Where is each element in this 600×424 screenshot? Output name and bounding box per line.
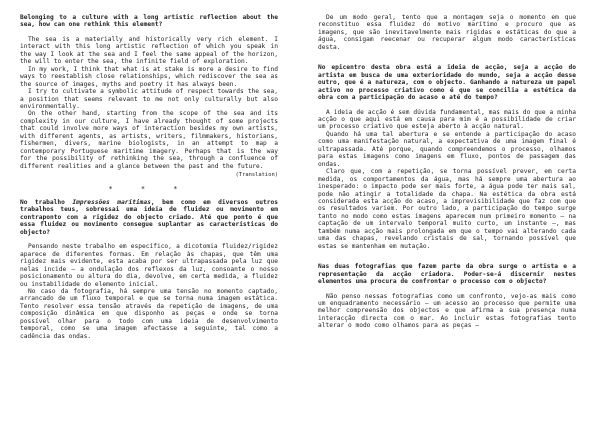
heading-prefix: No trabalho (20, 198, 73, 206)
heading-suffix: , bem como em diversos outros trabalhos teus, sobressai uma ideia de fluidez ou movimento em contraponto com a rigidez do objecto criado. Até que ponto é que essa fluidez ou movimento consegue suplantar as características do objecto? (20, 198, 278, 236)
work-title: Impressões marítimas (72, 198, 151, 206)
portuguese-paragraph-1: Pensando neste trabalho em específico, a dicotomia fluidez/rigidez aparece de diferentes formas. Em relação às chapas, que têm uma rigidez mais evidente, esta acaba por ser ultrapassada pela luz que nelas incide – a ondulação dos reflexos da luz, consoante o nosso posicionamento ou altura do dia, devolve, em certa medida, a fluidez ou instabilidade do elemento inicial. (20, 243, 278, 288)
right-question-heading-2: No epicentro desta obra está a ideia de acção, seja a acção do artista em busca de uma exterioridade do mundo, seja a acção desse outro, que é a natureza, com o objecto. Ganhando a natureza um papel activo no processo criativo como é que se concilia a estética da obra com a participação do acaso e até do tempo? (318, 64, 576, 102)
portuguese-question-heading (20, 199, 278, 236)
left-page-column (20, 14, 278, 340)
right-paragraph-4: Claro que, com a repetição, se torna possível prever, em certa medida, os comportamentos da água, mas há sempre uma abertura ao inesperado: o impacto pode ser mais forte, a água pode ter mais sal, pode não atingir a totalidade da chapa. Na estética da obra está considerada esta acção do acaso, a imprevisibilidade que faz com que os resultados variem. Por outro lado, a participação do tempo surge tanto no modo como estas imagens aparecem num primeiro momento – na captação de um intervalo temporal muito curto, um instante –, mas também numa acção mais prolongada em que o tempo vai alterando cada uma das chapas, revelando cristais de sal, tornando possível que estas se mantenham em mutação. (318, 168, 576, 250)
right-paragraph-1: De um modo geral, tento que a montagem seja o momento em que reconstituo essa fluidez do motivo marítimo e procuro que as imagens, que são inevitavelmente mais rígidas e estáticas do que a água, consigam reecenar ou recuperar algum modo características desta. (318, 14, 576, 51)
english-paragraph-1: The sea is a materially and historically very rich element. I interact with this long artistic reflection of which you speak in the way I look at the sea and I feel the same appeal of the horizon, the will to enter the sea, the infinite field of exploration. (20, 35, 278, 66)
right-question-heading-3: Nas duas fotografias que fazem parte da obra surge o artista e a representação da acção criadora. Poder-se-á discernir nestes elementos uma procura de confrontar o processo com o objecto? (318, 263, 576, 286)
section-divider-stars: * * * (108, 184, 190, 193)
english-question-heading: Belonging to a culture with a long artistic reflection about the sea, how can one rethink this element? (20, 14, 278, 29)
english-paragraph-2: In my work, I think that what is at stake is more a desire to find ways to reestablish close relationships, which rediscover the sea as the source of images, myths and poetry it has always been. (20, 65, 278, 88)
right-paragraph-5: Não penso nessas fotografias como um confronto, vejo-as mais como um enquadramento necessário – um acesso ao processo que permite uma melhor compreensão dos objectos e que afirma a sua presença numa interacção directa com o mar. Ao incluir estas fotografias tento alterar o modo como olhamos para as peças – (318, 292, 576, 330)
english-paragraph-4: On the other hand, starting from the scope of the sea and its complexity in our culture, I have already thought of some projects that could involve more ways of interaction besides my own artists, with different agents, as artists, writers, filmmakers, historians, fishermen, divers, marine biologists, in an attempt to map a contemporary Portuguese maritime imagery. Perhaps that is the way for the possibility of rethinking the sea, through a confluence of different realities and a glance between the past and the future. (20, 110, 278, 170)
portuguese-paragraph-2: No caso da fotografia, há sempre uma tensão no momento captado, arrancado de um fluxo temporal e que se torna numa imagem estática. Tento resolver essa tensão através da repetição de imagens, de uma composição dinâmica em que disponho as peças e onde se torna possível olhar para o todo com uma ideia de desenvolvimento temporal, como se uma imagem afectasse a seguinte, tal como a cadência das ondas. (20, 287, 278, 340)
english-paragraph-3: I try to cultivate a symbolic attitude of respect towards the sea, a position that seems relevant to me not only culturally but also environmentally. (20, 88, 278, 110)
right-paragraph-2: A ideia de acção é sem dúvida fundamental, mas mais do que a minha acção o que aqui está em causa para mim é a possibilidade de criar um processo criativo que esteja aberto à acção natural. (318, 108, 576, 131)
right-page-column (318, 14, 576, 330)
right-paragraph-3: Quando há uma tal abertura e se entende a participação do acaso como uma manifestação natural, a expectativa de uma imagem final é ultrapassada. Até porque, quando compreendemos o processo, olhamos para estas imagens como imagens em fluxo, pontos de passagem das ondas. (318, 130, 576, 168)
translation-note: (Translation) (235, 172, 278, 179)
